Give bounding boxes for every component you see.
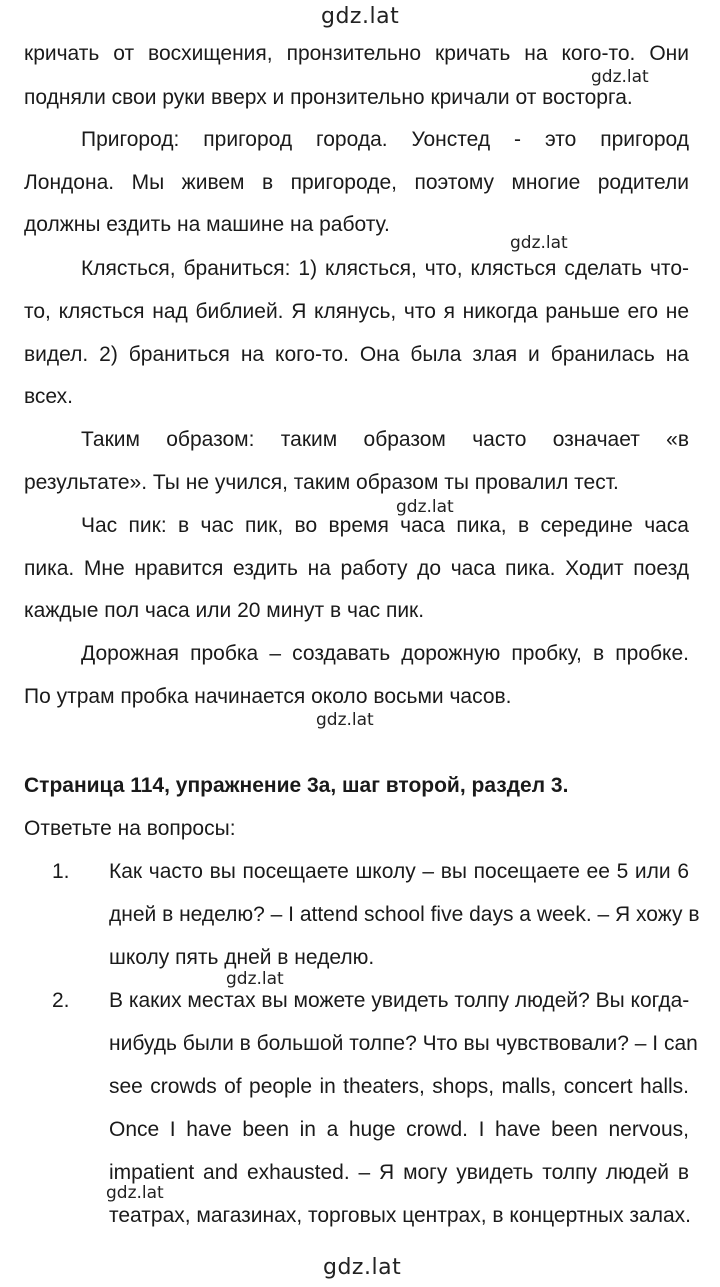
list-item-line: школу пять дней в неделю. [109,946,375,969]
text-line: Пригород: пригород города. Уонстед - это пригород [81,128,689,151]
list-item-number: 1. [52,860,70,883]
text-line: видел. 2) браниться на кого-то. Она была злая и бранилась на [24,343,689,366]
text-line: должны ездить на машине на работу. [24,213,390,236]
list-item-line: impatient and exhausted. – Я могу увидеть толпу людей в [109,1161,689,1184]
list-item-line: театрах, магазинах, торговых центрах, в концертных залах. [109,1204,692,1227]
text-line: Клясться, браниться: 1) клясться, что, клясться сделать что- [81,257,689,280]
watermark: gdz.lat [316,710,374,730]
text-line: Час пик: в час пик, во время часа пика, в середине часа [81,514,689,537]
watermark: gdz.lat [396,497,454,517]
text-line: По утрам пробка начинается около восьми часов. [24,685,512,708]
list-item-line: Once I have been in a huge crowd. I have been nervous, [109,1118,689,1141]
watermark: gdz.lat [226,969,284,989]
text-line: всех. [24,385,73,408]
watermark-bottom: gdz.lat [323,1255,402,1280]
watermark: gdz.lat [591,67,649,87]
text-line: Лондона. Мы живем в пригороде, поэтому многие родители [24,171,689,194]
watermark-top: gdz.lat [321,4,400,29]
text-line: кричать от восхищения, пронзительно кричать на кого-то. Они [24,42,689,65]
list-item-line: В каких местах вы можете увидеть толпу людей? Вы когда- [109,989,690,1012]
list-item-number: 2. [52,989,70,1012]
list-item-line: нибудь были в большой толпе? Что вы чувствовали? – I can [109,1032,698,1055]
list-item-line: дней в неделю? – I attend school five days a week. – Я хожу в [109,903,700,926]
section-intro: Ответьте на вопросы: [24,817,236,840]
text-line: подняли свои руки вверх и пронзительно кричали от восторга. [24,86,633,109]
text-line: Дорожная пробка – создавать дорожную пробку, в пробке. [81,642,689,665]
text-line: результате». Ты не учился, таким образом ты провалил тест. [24,471,619,494]
text-line: то, клясться над библией. Я клянусь, что я никогда раньше его не [24,300,689,323]
list-item-line: Как часто вы посещаете школу – вы посещаете ее 5 или 6 [109,860,689,883]
text-line: каждые пол часа или 20 минут в час пик. [24,599,425,622]
watermark: gdz.lat [510,233,568,253]
text-line: пика. Мне нравится ездить на работу до часа пика. Ходит поезд [24,557,689,580]
watermark: gdz.lat [106,1183,164,1203]
section-heading: Страница 114, упражнение 3а, шаг второй, раздел 3. [24,774,569,797]
text-line: Таким образом: таким образом часто означает «в [81,428,689,451]
list-item-line: see crowds of people in theaters, shops, malls, concert halls. [109,1075,689,1098]
